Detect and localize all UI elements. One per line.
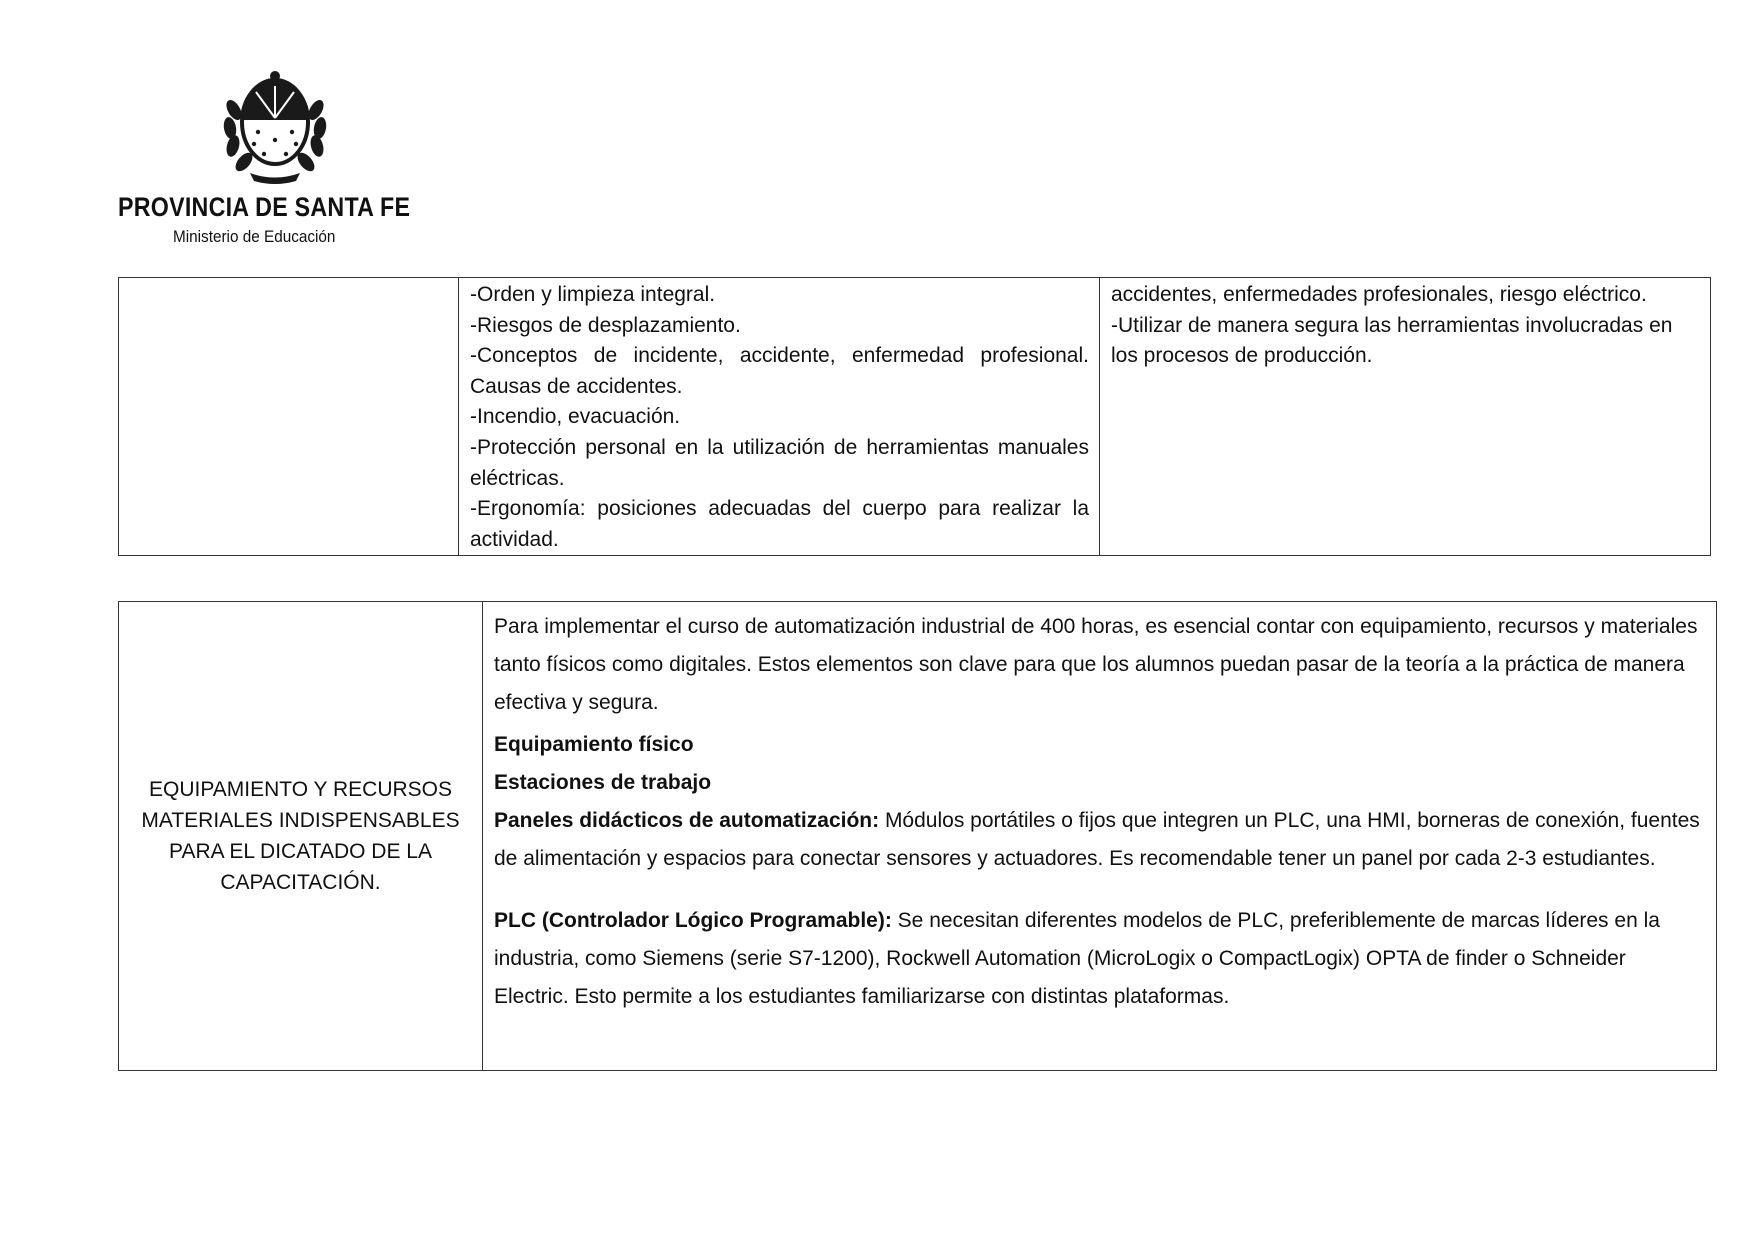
org-subtitle: Ministerio de Educación bbox=[173, 227, 336, 246]
content-line: -Incendio, evacuación. bbox=[470, 405, 681, 429]
table1-contents-cell bbox=[459, 278, 1100, 556]
equipment-label-cell: EQUIPAMIENTO Y RECURSOS MATERIALES INDISPENSABLES PARA EL DICATADO DE LA CAPACITACIÓN. bbox=[119, 602, 483, 1071]
intro-paragraph: Para implementar el curso de automatización industrial de 400 horas, es esencial contar con equipamiento, recursos y materiales tanto físicos como digitales. Estos elementos son clave para que los alumnos puedan pasar de la teoría a la práctica de manera efectiva y segura. bbox=[494, 615, 1698, 714]
heading-equipamiento-fisico: Equipamiento físico bbox=[494, 733, 694, 756]
heading-estaciones-trabajo: Estaciones de trabajo bbox=[494, 771, 712, 794]
table1-empty-cell bbox=[119, 278, 459, 556]
content-line: -Riesgos de desplazamiento. bbox=[470, 313, 741, 337]
objective-line: -Utilizar de manera segura las herramientas involucradas en los procesos de producción. bbox=[1111, 313, 1673, 368]
paneles-term: Paneles didácticos de automatización: bbox=[494, 809, 880, 832]
equipment-table bbox=[118, 601, 1717, 1071]
equipment-content-cell bbox=[483, 602, 1717, 1071]
provincial-seal-icon bbox=[220, 70, 330, 185]
content-line: -Orden y limpieza integral. bbox=[470, 283, 716, 306]
paneles-text: Módulos portátiles o fijos que integren un PLC, una HMI, borneras de conexión, fuentes de alimentación y espacios para conectar sensores y actuadores. Es recomendable tener un panel por cada 2-3 estudiantes. bbox=[494, 809, 1700, 870]
content-line: -Conceptos de incidente, accidente, enfermedad profesional. Causas de accidentes. bbox=[470, 344, 1089, 398]
paneles-paragraph bbox=[494, 802, 1702, 878]
letterhead bbox=[118, 70, 438, 255]
table1-objectives-cell bbox=[1100, 278, 1711, 556]
content-line: -Ergonomía: posiciones adecuadas del cuerpo para realizar la actividad. bbox=[470, 497, 1089, 551]
plc-paragraph bbox=[494, 902, 1702, 1016]
content-table-continued bbox=[118, 277, 1711, 556]
objective-line: accidentes, enfermedades profesionales, riesgo eléctrico. bbox=[1111, 283, 1647, 306]
content-line: -Protección personal en la utilización de herramientas manuales eléctricas. bbox=[470, 435, 1089, 490]
org-name: PROVINCIA DE SANTA FE bbox=[118, 192, 411, 222]
plc-term: PLC (Controlador Lógico Programable): bbox=[494, 909, 892, 932]
plc-text: Se necesitan diferentes modelos de PLC, preferiblemente de marcas líderes en la industria, como Siemens (serie S7-1200), Rockwell Automation (MicroLogix o CompactLogix) OPTA de finder o Schneider Electric. Esto permite a los estudiantes familiarizarse con distintas plataformas. bbox=[494, 909, 1660, 1008]
